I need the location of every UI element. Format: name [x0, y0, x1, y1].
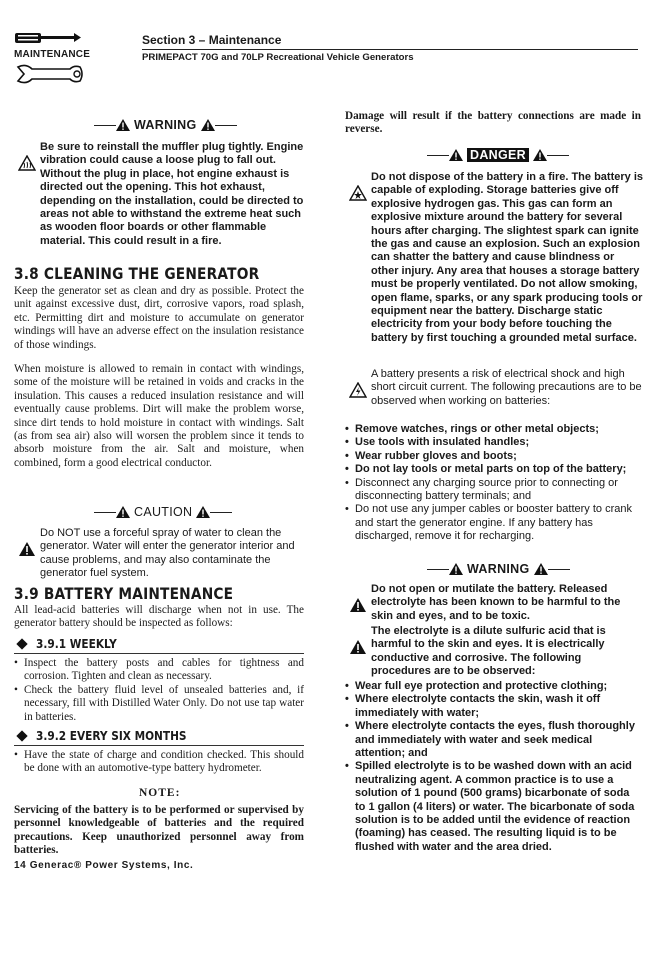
list-item: • Have the state of charge and condition checked. This should be done with an automotive-type battery hydrometer.	[14, 749, 304, 776]
caution-signal	[94, 505, 232, 519]
list-item: • Inspect the battery posts and cables for tightness and corrosion. Tighten and clean as necessary.	[14, 657, 304, 684]
caution-triangle-icon	[116, 506, 130, 518]
warning-signal-1	[94, 118, 237, 132]
list-item: • Use tools with insulated handles;	[345, 436, 641, 449]
six-months-rule	[14, 745, 304, 746]
list-item: • Check the battery fluid level of unsealed batteries and, if necessary, fill with Distilled Water Only. Do not use tap water in batteries.	[14, 684, 304, 724]
wrench-screwdriver-icon	[14, 30, 82, 46]
caution-text: Do NOT use a forceful spray of water to clean the generator. Water will enter the generator interior and cause problems, and may also contaminate the generator fuel system.	[40, 527, 295, 580]
note-text: Servicing of the battery is to be performed or supervised by personnel knowledgeable of batteries and the required precautions. Keep unauthorized personnel away from batteries.	[14, 804, 304, 857]
warning-text-1: Be sure to reinstall the muffler plug tightly. Engine vibration could cause a loose plug to fall out. Without the plug in place, hot engine exhaust is directed out the opening. This hot exhaust, depending on the installation, could be directed to areas not able to withstand the extreme heat such as wooden floor boards or other flammable material. This could result in a fire.	[40, 141, 304, 247]
six-months-heading-row	[14, 729, 207, 743]
danger-signal	[427, 148, 569, 162]
caution-triangle-icon	[196, 506, 210, 518]
reverse-connection-text: Damage will result if the battery connections are made in reverse.	[345, 110, 641, 136]
weekly-heading: 3.9.1 WEEKLY	[36, 637, 117, 651]
warning-triangle-icon	[449, 563, 463, 575]
weekly-list	[14, 657, 304, 724]
six-months-heading: 3.9.2 EVERY SIX MONTHS	[36, 729, 187, 743]
caution-triangle-icon	[18, 541, 36, 557]
battery-precautions-list	[345, 423, 641, 544]
weekly-heading-row	[14, 637, 128, 651]
shock-text: A battery presents a risk of electrical shock and high short circuit current. The following precautions are to be observed when working on batteries:	[371, 368, 642, 407]
warning-triangle-icon	[201, 119, 215, 131]
diamond-bullet-icon	[16, 730, 27, 741]
section-3-8-heading: 3.8 CLEANING THE GENERATOR	[14, 264, 260, 283]
list-item: • Remove watches, rings or other metal objects;	[345, 423, 641, 436]
electric-shock-icon	[349, 382, 367, 398]
list-item: • Do not use any jumper cables or booster battery to crank and start the generator engine. If any battery has discharged, remove it for recharging.	[345, 503, 641, 543]
header-section-title: Section 3 – Maintenance	[142, 33, 282, 47]
warning-triangle-icon	[116, 119, 130, 131]
caution-label: CAUTION	[134, 505, 193, 519]
warning-text-2b: The electrolyte is a dilute sulfuric acid that is harmful to the skin and eyes. It is electrically conductive and corrosive. The following procedures are to be observed:	[371, 625, 606, 678]
diamond-bullet-icon	[16, 638, 27, 649]
warning-text-2a: Do not open or mutilate the battery. Released electrolyte has been known to be harmful to the skin and eyes, and to be toxic.	[371, 583, 621, 622]
explosion-warning-icon	[349, 185, 367, 201]
warning-label: WARNING	[467, 562, 530, 576]
warning-triangle-icon	[534, 563, 548, 575]
section-3-9-intro: All lead-acid batteries will discharge when not in use. The generator battery should be inspected as follows:	[14, 604, 304, 630]
warning-label: WARNING	[134, 118, 197, 132]
list-item: • Wear full eye protection and protective clothing;	[345, 680, 641, 693]
page-footer: 14 Generac® Power Systems, Inc.	[14, 860, 194, 871]
six-months-list	[14, 749, 304, 776]
danger-label: DANGER	[467, 148, 529, 162]
list-item: • Wear rubber gloves and boots;	[345, 450, 641, 463]
list-item: • Spilled electrolyte is to be washed down with an acid neutralizing agent. A common practice is to use a solution of 1 pound (500 grams) bicarbonate of soda to 1 gallon (4 liters) or water. The bicarbonate of soda solution is to be added until the evidence of reaction (foaming) has ceased. The resulting liquid is to be flushed with water and the area dried.	[345, 760, 641, 854]
warning-signal-2	[427, 562, 570, 576]
danger-triangle-icon	[533, 149, 547, 161]
danger-triangle-icon	[449, 149, 463, 161]
warning-triangle-icon	[349, 639, 367, 655]
danger-text: Do not dispose of the battery in a fire. The battery is capable of exploding. Storage batteries give off explosive hydrogen gas. This gas can form an explosive mixture around the battery for several hours after charging. The slightest spark can ignite the gas and cause an explosion. Such an explosion can shatter the battery and cause blindness or other injury. Any area that houses a storage battery must be properly ventilated. Do not allow smoking, open flame, sparks, or any spark producing tools or equipment near the battery. Discharge static electricity from your body before touching the battery by first touching a grounded metal surface.	[371, 171, 643, 344]
wrench-icon	[14, 63, 86, 85]
warning-triangle-icon	[349, 597, 367, 613]
list-item: • Where electrolyte contacts the eyes, flush thoroughly and immediately with water and seek medical attention; and	[345, 720, 641, 760]
list-item: • Do not lay tools or metal parts on top of the battery;	[345, 463, 641, 476]
note-label: NOTE:	[139, 787, 181, 799]
header-section-label: MAINTENANCE	[14, 49, 91, 60]
weekly-rule	[14, 653, 304, 654]
electrolyte-list	[345, 680, 641, 854]
list-item: • Where electrolyte contacts the skin, wash it off immediately with water;	[345, 693, 641, 720]
section-3-9-heading: 3.9 BATTERY MAINTENANCE	[14, 584, 234, 603]
section-3-8-paragraph-1: Keep the generator set as clean and dry as possible. Protect the unit against excessive dust, dirt, corrosive vapors, road splash, etc. Permitting dirt and moisture to accumulate on generator windings will have an adverse effect on the insulation resistance of those windings.	[14, 285, 304, 351]
hot-surface-warning-icon	[18, 155, 36, 171]
list-item: • Disconnect any charging source prior to connecting or disconnecting battery terminals; and	[345, 477, 641, 504]
header-rule	[142, 49, 638, 50]
section-3-8-paragraph-2: When moisture is allowed to remain in contact with windings, some of the moisture will be retained in voids and cracks in the insulation. This causes a reduced insulation resistance and will eventually cause problems. Dirt will make the problem worse, since dirt tends to hold moisture in contact with windings. Salt (as from sea air) also will worsen the problem since it tends to absorb moisture from the air. Salt and moisture, when combined, form a good electrical conductor.	[14, 363, 304, 469]
header-subtitle: PRIMEPACT 70G and 70LP Recreational Vehicle Generators	[142, 52, 414, 63]
